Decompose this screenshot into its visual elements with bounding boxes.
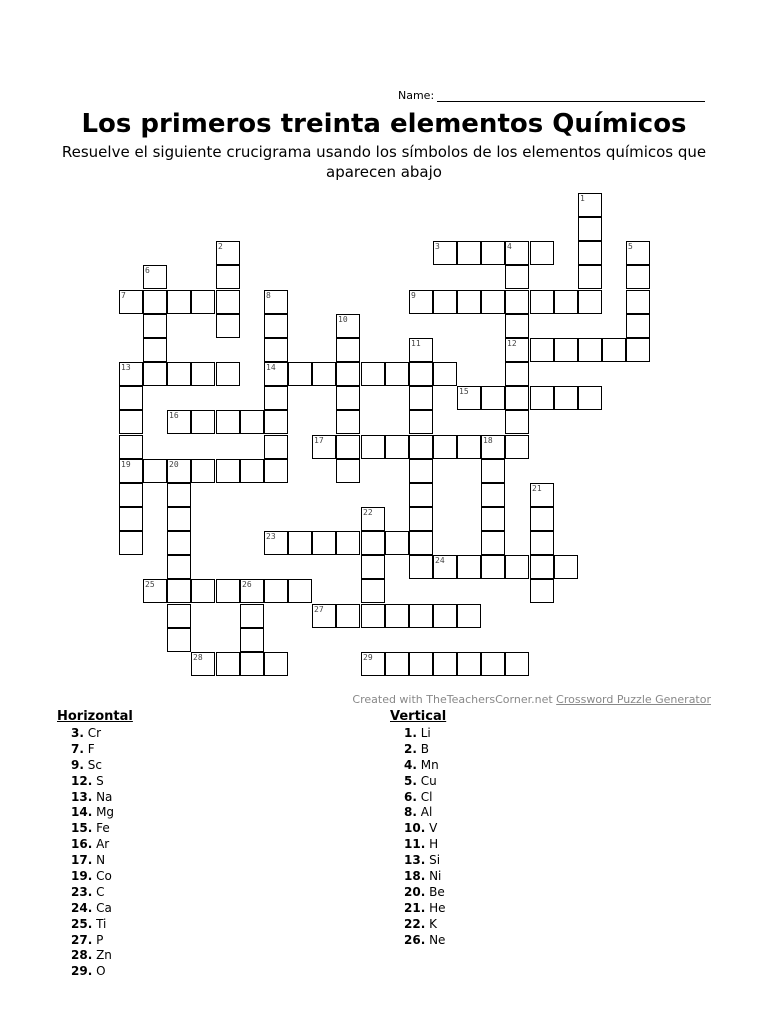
- clue-number: 20.: [404, 884, 426, 899]
- clue-text: Li: [416, 726, 431, 740]
- crossword-cell[interactable]: [530, 290, 554, 314]
- cell-number: 18: [483, 436, 493, 445]
- crossword-cell[interactable]: [602, 338, 626, 362]
- crossword-cell[interactable]: [240, 604, 264, 628]
- crossword-cell[interactable]: [481, 459, 505, 483]
- horizontal-heading: Horizontal: [57, 709, 133, 724]
- crossword-cell[interactable]: [191, 362, 215, 386]
- clue-text: Ne: [425, 932, 446, 947]
- clue-item: [404, 821, 446, 837]
- clue-number: 3.: [71, 726, 84, 740]
- crossword-cell[interactable]: [216, 314, 240, 338]
- clue-number: 18.: [404, 869, 426, 884]
- clue-item: [71, 885, 133, 901]
- crossword-cell[interactable]: [457, 241, 481, 265]
- crossword-cell[interactable]: [530, 531, 554, 555]
- crossword-cell[interactable]: [578, 193, 602, 217]
- crossword-cell[interactable]: [240, 652, 264, 676]
- clue-number: 8.: [404, 805, 417, 820]
- crossword-cell[interactable]: [119, 290, 143, 314]
- crossword-cell[interactable]: [240, 459, 264, 483]
- crossword-cell[interactable]: [288, 579, 312, 603]
- clue-text: Ca: [92, 900, 112, 915]
- clue-item: [404, 837, 446, 853]
- clue-item: [404, 853, 446, 869]
- crossword-cell[interactable]: [264, 652, 288, 676]
- clue-item: [71, 790, 133, 806]
- crossword-cell[interactable]: [119, 410, 143, 434]
- crossword-cell[interactable]: [119, 483, 143, 507]
- clue-number: 22.: [404, 916, 426, 931]
- crossword-cell[interactable]: [433, 290, 457, 314]
- crossword-cell[interactable]: [361, 604, 385, 628]
- crossword-cell[interactable]: [264, 314, 288, 338]
- crossword-cell[interactable]: [167, 628, 191, 652]
- crossword-cell[interactable]: [191, 459, 215, 483]
- crossword-cell[interactable]: [385, 652, 409, 676]
- crossword-cell[interactable]: [481, 507, 505, 531]
- clue-item: [71, 805, 133, 821]
- crossword-cell[interactable]: [457, 435, 481, 459]
- clue-text: Ti: [92, 916, 107, 931]
- crossword-cell[interactable]: [505, 652, 529, 676]
- vertical-clues: [390, 709, 446, 948]
- crossword-cell[interactable]: [554, 386, 578, 410]
- cell-number: 12: [507, 339, 517, 348]
- instructions: Resuelve el siguiente crucigrama usando los símbolos de los elementos químicos que aparecen abajo: [61, 143, 707, 181]
- crossword-cell[interactable]: [361, 435, 385, 459]
- crossword-cell[interactable]: [433, 555, 457, 579]
- clue-text: Si: [425, 853, 441, 868]
- crossword-cell[interactable]: [578, 265, 602, 289]
- crossword-cell[interactable]: [312, 362, 336, 386]
- crossword-cell[interactable]: [626, 314, 650, 338]
- crossword-cell[interactable]: [167, 507, 191, 531]
- crossword-cell[interactable]: [143, 314, 167, 338]
- cell-number: 26: [242, 580, 252, 589]
- clue-number: 16.: [71, 837, 93, 852]
- clue-item: [71, 853, 133, 869]
- crossword-cell[interactable]: [288, 362, 312, 386]
- cell-number: 9: [411, 291, 416, 300]
- clue-text: Zn: [92, 948, 112, 963]
- cell-number: 15: [459, 387, 469, 396]
- vertical-heading: Vertical: [390, 709, 447, 724]
- crossword-cell[interactable]: [433, 241, 457, 265]
- crossword-cell[interactable]: [119, 435, 143, 459]
- crossword-cell[interactable]: [143, 362, 167, 386]
- clue-item: [404, 885, 446, 901]
- horizontal-clues: [57, 709, 133, 980]
- clue-item: [71, 964, 133, 980]
- clue-item: [71, 726, 133, 742]
- crossword-cell[interactable]: [336, 604, 360, 628]
- crossword-cell[interactable]: [336, 386, 360, 410]
- crossword-cell[interactable]: [409, 531, 433, 555]
- crossword-cell[interactable]: [264, 579, 288, 603]
- crossword-cell[interactable]: [481, 386, 505, 410]
- crossword-cell[interactable]: [240, 628, 264, 652]
- clue-number: 21.: [404, 900, 426, 915]
- crossword-cell[interactable]: [119, 531, 143, 555]
- clue-text: Cu: [416, 773, 437, 788]
- crossword-cell[interactable]: [216, 410, 240, 434]
- clue-text: Fe: [92, 821, 110, 836]
- credit: [352, 693, 711, 706]
- crossword-cell[interactable]: [336, 362, 360, 386]
- crossword-cell[interactable]: [361, 362, 385, 386]
- crossword-cell[interactable]: [481, 531, 505, 555]
- cell-number: 21: [532, 484, 542, 493]
- clue-item: [71, 821, 133, 837]
- clue-text: Mg: [92, 805, 115, 820]
- crossword-cell[interactable]: [143, 290, 167, 314]
- crossword-cell[interactable]: [626, 338, 650, 362]
- clue-text: Co: [92, 869, 112, 884]
- crossword-cell[interactable]: [530, 241, 554, 265]
- crossword-cell[interactable]: [578, 217, 602, 241]
- cell-number: 16: [169, 411, 179, 420]
- crossword-cell[interactable]: [361, 652, 385, 676]
- crossword-cell[interactable]: [578, 386, 602, 410]
- crossword-cell[interactable]: [457, 386, 481, 410]
- crossword-cell[interactable]: [167, 459, 191, 483]
- clue-item: [71, 774, 133, 790]
- clue-text: K: [425, 916, 437, 931]
- crossword-cell[interactable]: [288, 531, 312, 555]
- crossword-cell[interactable]: [433, 435, 457, 459]
- crossword-cell[interactable]: [481, 555, 505, 579]
- clue-text: Mn: [416, 757, 439, 772]
- clue-item: [404, 933, 446, 949]
- crossword-cell[interactable]: [336, 459, 360, 483]
- clue-item: [404, 901, 446, 917]
- crossword-cell[interactable]: [216, 459, 240, 483]
- crossword-cell[interactable]: [530, 386, 554, 410]
- crossword-cell[interactable]: [457, 652, 481, 676]
- clue-number: 12.: [71, 773, 93, 788]
- crossword-cell[interactable]: [505, 290, 529, 314]
- crossword-cell[interactable]: [143, 579, 167, 603]
- clue-number: 27.: [71, 932, 93, 947]
- clue-text: Cl: [416, 789, 433, 804]
- clue-text: S: [92, 773, 104, 788]
- cell-number: 3: [435, 242, 440, 251]
- clue-text: Na: [92, 789, 113, 804]
- cell-number: 29: [363, 653, 373, 662]
- crossword-cell[interactable]: [167, 290, 191, 314]
- crossword-cell[interactable]: [336, 435, 360, 459]
- clue-number: 29.: [71, 964, 93, 979]
- crossword-cell[interactable]: [191, 652, 215, 676]
- crossword-cell[interactable]: [336, 531, 360, 555]
- crossword-cell[interactable]: [385, 604, 409, 628]
- clue-number: 7.: [71, 741, 84, 756]
- clue-item: [71, 917, 133, 933]
- clue-item: [71, 869, 133, 885]
- crossword-cell[interactable]: [216, 652, 240, 676]
- cell-number: 13: [121, 363, 131, 372]
- clue-text: O: [92, 964, 106, 979]
- cell-number: 28: [193, 653, 203, 662]
- credit-link[interactable]: Crossword Puzzle Generator: [556, 693, 711, 706]
- crossword-cell[interactable]: [119, 459, 143, 483]
- cell-number: 14: [266, 363, 276, 372]
- clue-number: 19.: [71, 869, 93, 884]
- clue-item: [404, 774, 446, 790]
- crossword-cell[interactable]: [264, 338, 288, 362]
- cell-number: 19: [121, 460, 131, 469]
- crossword-cell[interactable]: [554, 338, 578, 362]
- clue-text: F: [83, 741, 95, 756]
- crossword-cell[interactable]: [336, 410, 360, 434]
- crossword-cell[interactable]: [578, 290, 602, 314]
- crossword-cell[interactable]: [409, 604, 433, 628]
- cell-number: 17: [314, 436, 324, 445]
- crossword-cell[interactable]: [409, 362, 433, 386]
- crossword-cell[interactable]: [336, 314, 360, 338]
- crossword-cell[interactable]: [409, 555, 433, 579]
- crossword-cell[interactable]: [505, 555, 529, 579]
- crossword-cell[interactable]: [409, 338, 433, 362]
- crossword-cell[interactable]: [167, 483, 191, 507]
- page-title: Los primeros treinta elementos Químicos: [81, 109, 687, 139]
- clue-number: 4.: [404, 757, 417, 772]
- crossword-cell[interactable]: [385, 435, 409, 459]
- crossword-cell[interactable]: [264, 410, 288, 434]
- name-label: Name:: [398, 89, 435, 102]
- cell-number: 25: [145, 580, 155, 589]
- clue-item: [404, 726, 446, 742]
- crossword-cell[interactable]: [530, 338, 554, 362]
- crossword-cell[interactable]: [143, 265, 167, 289]
- clue-item: [404, 917, 446, 933]
- crossword-cell[interactable]: [385, 362, 409, 386]
- crossword-cell[interactable]: [385, 531, 409, 555]
- crossword-cell[interactable]: [409, 290, 433, 314]
- clue-text: P: [92, 932, 104, 947]
- crossword-cell[interactable]: [361, 579, 385, 603]
- crossword-cell[interactable]: [264, 362, 288, 386]
- crossword-cell[interactable]: [530, 555, 554, 579]
- clue-item: [404, 805, 446, 821]
- crossword-cell[interactable]: [143, 338, 167, 362]
- cell-number: 1: [580, 194, 585, 203]
- crossword-cell[interactable]: [481, 290, 505, 314]
- crossword-cell[interactable]: [409, 483, 433, 507]
- clue-item: [71, 758, 133, 774]
- crossword-cell[interactable]: [143, 459, 167, 483]
- crossword-cell[interactable]: [433, 652, 457, 676]
- crossword-cell[interactable]: [167, 604, 191, 628]
- crossword-cell[interactable]: [409, 459, 433, 483]
- clue-item: [71, 742, 133, 758]
- crossword-cell[interactable]: [481, 483, 505, 507]
- credit-text: Created with TheTeachersCorner.net: [352, 693, 557, 706]
- clue-number: 5.: [404, 773, 417, 788]
- crossword-cell[interactable]: [312, 531, 336, 555]
- clue-text: H: [425, 837, 439, 852]
- crossword-cell[interactable]: [530, 579, 554, 603]
- clue-number: 10.: [404, 821, 426, 836]
- clue-number: 13.: [404, 853, 426, 868]
- cell-number: 22: [363, 508, 373, 517]
- clue-number: 23.: [71, 884, 93, 899]
- crossword-cell[interactable]: [409, 507, 433, 531]
- cell-number: 2: [218, 242, 223, 251]
- cell-number: 11: [411, 339, 421, 348]
- clue-text: Ni: [425, 869, 442, 884]
- crossword-cell[interactable]: [119, 362, 143, 386]
- clue-number: 2.: [404, 741, 417, 756]
- crossword-cell[interactable]: [119, 507, 143, 531]
- clue-number: 6.: [404, 789, 417, 804]
- crossword-cell[interactable]: [240, 410, 264, 434]
- crossword-cell[interactable]: [457, 604, 481, 628]
- crossword-cell[interactable]: [191, 410, 215, 434]
- crossword-cell[interactable]: [505, 265, 529, 289]
- crossword-cell[interactable]: [216, 362, 240, 386]
- crossword-cell[interactable]: [505, 410, 529, 434]
- crossword-cell[interactable]: [530, 507, 554, 531]
- crossword-cell[interactable]: [409, 386, 433, 410]
- clue-item: [71, 933, 133, 949]
- cell-number: 8: [266, 291, 271, 300]
- crossword-cell[interactable]: [481, 435, 505, 459]
- clue-text: Sc: [83, 757, 102, 772]
- crossword-cell[interactable]: [167, 410, 191, 434]
- clue-number: 9.: [71, 757, 84, 772]
- clue-number: 24.: [71, 900, 93, 915]
- crossword-cell[interactable]: [119, 386, 143, 410]
- cell-number: 6: [145, 266, 150, 275]
- crossword-cell[interactable]: [264, 290, 288, 314]
- clue-text: Al: [416, 805, 433, 820]
- crossword-cell[interactable]: [578, 338, 602, 362]
- clue-number: 26.: [404, 932, 426, 947]
- crossword-cell[interactable]: [457, 290, 481, 314]
- clue-item: [71, 901, 133, 917]
- crossword-cell[interactable]: [264, 386, 288, 410]
- crossword-cell[interactable]: [264, 531, 288, 555]
- crossword-cell[interactable]: [505, 362, 529, 386]
- clue-number: 13.: [71, 789, 93, 804]
- crossword-cell[interactable]: [626, 290, 650, 314]
- crossword-cell[interactable]: [433, 604, 457, 628]
- crossword-cell[interactable]: [336, 338, 360, 362]
- crossword-cell[interactable]: [361, 555, 385, 579]
- clue-number: 14.: [71, 805, 93, 820]
- crossword-cell[interactable]: [167, 579, 191, 603]
- crossword-cell[interactable]: [361, 531, 385, 555]
- crossword-cell[interactable]: [216, 241, 240, 265]
- crossword-cell[interactable]: [216, 290, 240, 314]
- crossword-cell[interactable]: [264, 435, 288, 459]
- clue-item: [71, 837, 133, 853]
- crossword-cell[interactable]: [191, 579, 215, 603]
- cell-number: 7: [121, 291, 126, 300]
- clue-text: Ar: [92, 837, 110, 852]
- cell-number: 5: [628, 242, 633, 251]
- cell-number: 4: [507, 242, 512, 251]
- crossword-cell[interactable]: [167, 555, 191, 579]
- clue-text: He: [425, 900, 446, 915]
- crossword-cell[interactable]: [505, 386, 529, 410]
- crossword-cell[interactable]: [481, 652, 505, 676]
- crossword-cell[interactable]: [361, 507, 385, 531]
- crossword-cell[interactable]: [240, 579, 264, 603]
- crossword-cell[interactable]: [554, 555, 578, 579]
- clue-item: [404, 790, 446, 806]
- cell-number: 27: [314, 605, 324, 614]
- crossword-cell[interactable]: [409, 410, 433, 434]
- clue-item: [404, 869, 446, 885]
- clue-number: 11.: [404, 837, 426, 852]
- crossword-cell[interactable]: [578, 241, 602, 265]
- crossword-cell[interactable]: [626, 241, 650, 265]
- crossword-cell[interactable]: [409, 652, 433, 676]
- crossword-cell[interactable]: [409, 435, 433, 459]
- crossword-cell[interactable]: [481, 241, 505, 265]
- crossword-cell[interactable]: [505, 338, 529, 362]
- crossword-cell[interactable]: [264, 459, 288, 483]
- crossword-cell[interactable]: [530, 483, 554, 507]
- crossword-cell[interactable]: [167, 531, 191, 555]
- clue-item: [404, 758, 446, 774]
- crossword-cell[interactable]: [312, 604, 336, 628]
- clue-number: 28.: [71, 948, 93, 963]
- clue-text: B: [416, 741, 429, 756]
- crossword-cell[interactable]: [433, 362, 457, 386]
- crossword-cell[interactable]: [505, 241, 529, 265]
- crossword-cell[interactable]: [167, 362, 191, 386]
- clue-number: 1.: [404, 726, 417, 740]
- clue-text: Cr: [83, 726, 102, 740]
- crossword-cell[interactable]: [191, 290, 215, 314]
- crossword-cell[interactable]: [216, 265, 240, 289]
- clue-text: C: [92, 884, 105, 899]
- crossword-cell[interactable]: [505, 314, 529, 338]
- crossword-cell[interactable]: [216, 579, 240, 603]
- clue-text: V: [425, 821, 438, 836]
- clue-text: N: [92, 853, 106, 868]
- crossword-cell[interactable]: [626, 265, 650, 289]
- crossword-cell[interactable]: [457, 555, 481, 579]
- clue-item: [404, 742, 446, 758]
- cell-number: 23: [266, 532, 276, 541]
- cell-number: 24: [435, 556, 445, 565]
- clue-number: 25.: [71, 916, 93, 931]
- cell-number: 10: [338, 315, 348, 324]
- clue-number: 15.: [71, 821, 93, 836]
- crossword-cell[interactable]: [554, 290, 578, 314]
- cell-number: 20: [169, 460, 179, 469]
- crossword-cell[interactable]: [505, 435, 529, 459]
- clue-item: [71, 948, 133, 964]
- crossword-cell[interactable]: [312, 435, 336, 459]
- clue-text: Be: [425, 884, 445, 899]
- clue-number: 17.: [71, 853, 93, 868]
